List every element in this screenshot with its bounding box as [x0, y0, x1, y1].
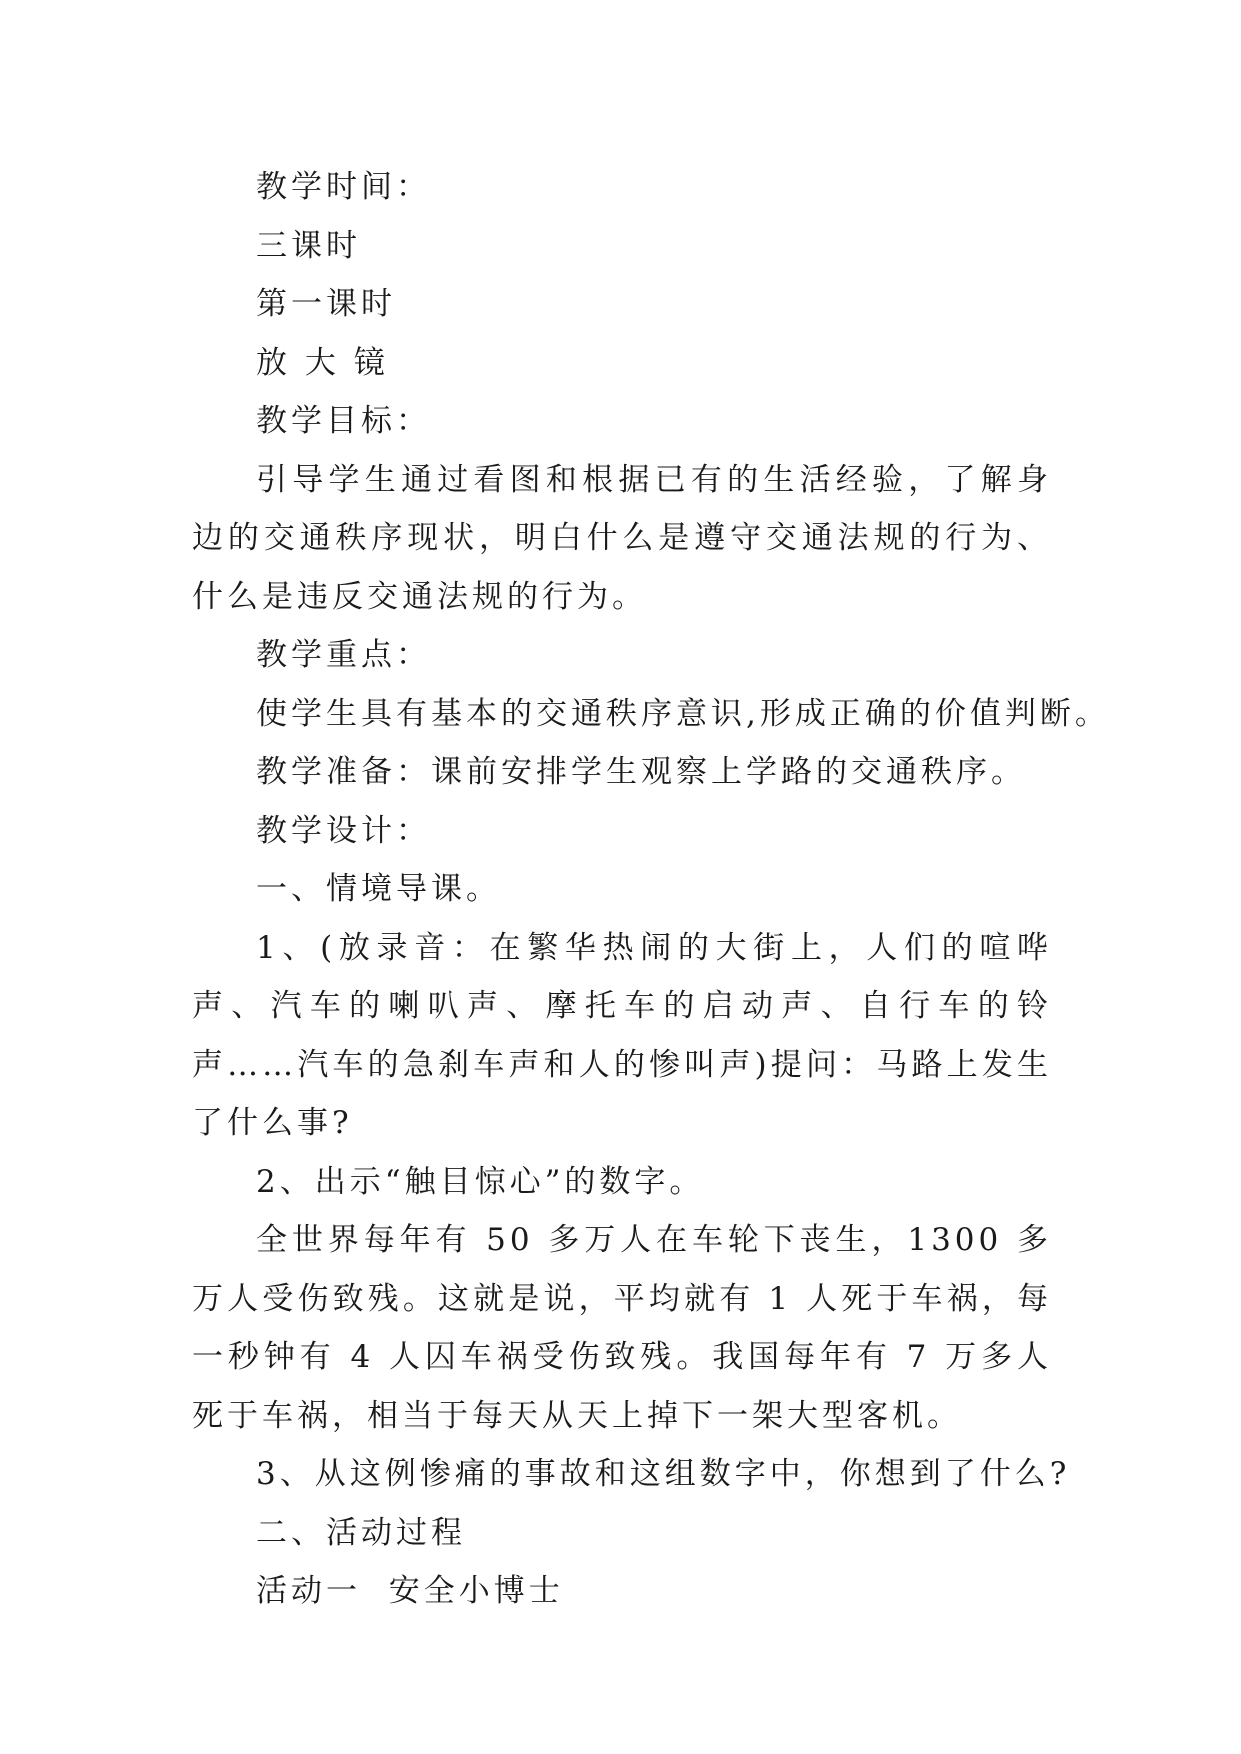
key-points-label: 教学重点：	[256, 637, 431, 673]
section-two-heading: 二、活动过程	[256, 1514, 466, 1551]
document-body	[192, 158, 1110, 1621]
objectives-paragraph: 引导学生通过看图和根据已有的生活经验，了解身边的交通秩序现状，明白什么是遵守交通法规的行为、什么是违反交通法规的行为。	[192, 461, 1052, 615]
lesson-heading: 第一课时	[256, 286, 396, 322]
statistics-paragraph: 全世界每年有 50 多万人在车轮下丧生，1300 多万人受伤致残。这就是说，平均就有 1 人死于车祸，每一秒钟有 4 人囚车祸受伤致残。我国每年有 7 万多人死于车祸，相当于每天从天上掉下一架大型客机。	[192, 1222, 1052, 1434]
preparation-text: 教学准备：课前安排学生观察上学路的交通秩序。	[256, 754, 1026, 790]
lesson-title: 放 大 镜	[256, 344, 389, 381]
activity-one-heading: 活动一 安全小博士	[256, 1573, 564, 1609]
item-two-text: 2、出示“触目惊心”的数字。	[256, 1163, 705, 1200]
item-one-paragraph: 1、(放录音：在繁华热闹的大街上，人们的喧哗声、汽车的喇叭声、摩托车的启动声、自行车的铃声……汽车的急刹车声和人的惨叫声)提问：马路上发生了什么事?	[192, 929, 1052, 1141]
item-three-text: 3、从这例惨痛的事故和这组数字中，你想到了什么?	[256, 1456, 1071, 1492]
teaching-time-value: 三课时	[256, 227, 361, 264]
key-points-text: 使学生具有基本的交通秩序意识,形成正确的价值判断。	[256, 695, 1110, 732]
teaching-time-label: 教学时间：	[256, 169, 431, 205]
design-label: 教学设计：	[256, 812, 431, 849]
section-one-heading: 一、情境导课。	[256, 871, 501, 907]
objectives-label: 教学目标：	[256, 403, 431, 439]
